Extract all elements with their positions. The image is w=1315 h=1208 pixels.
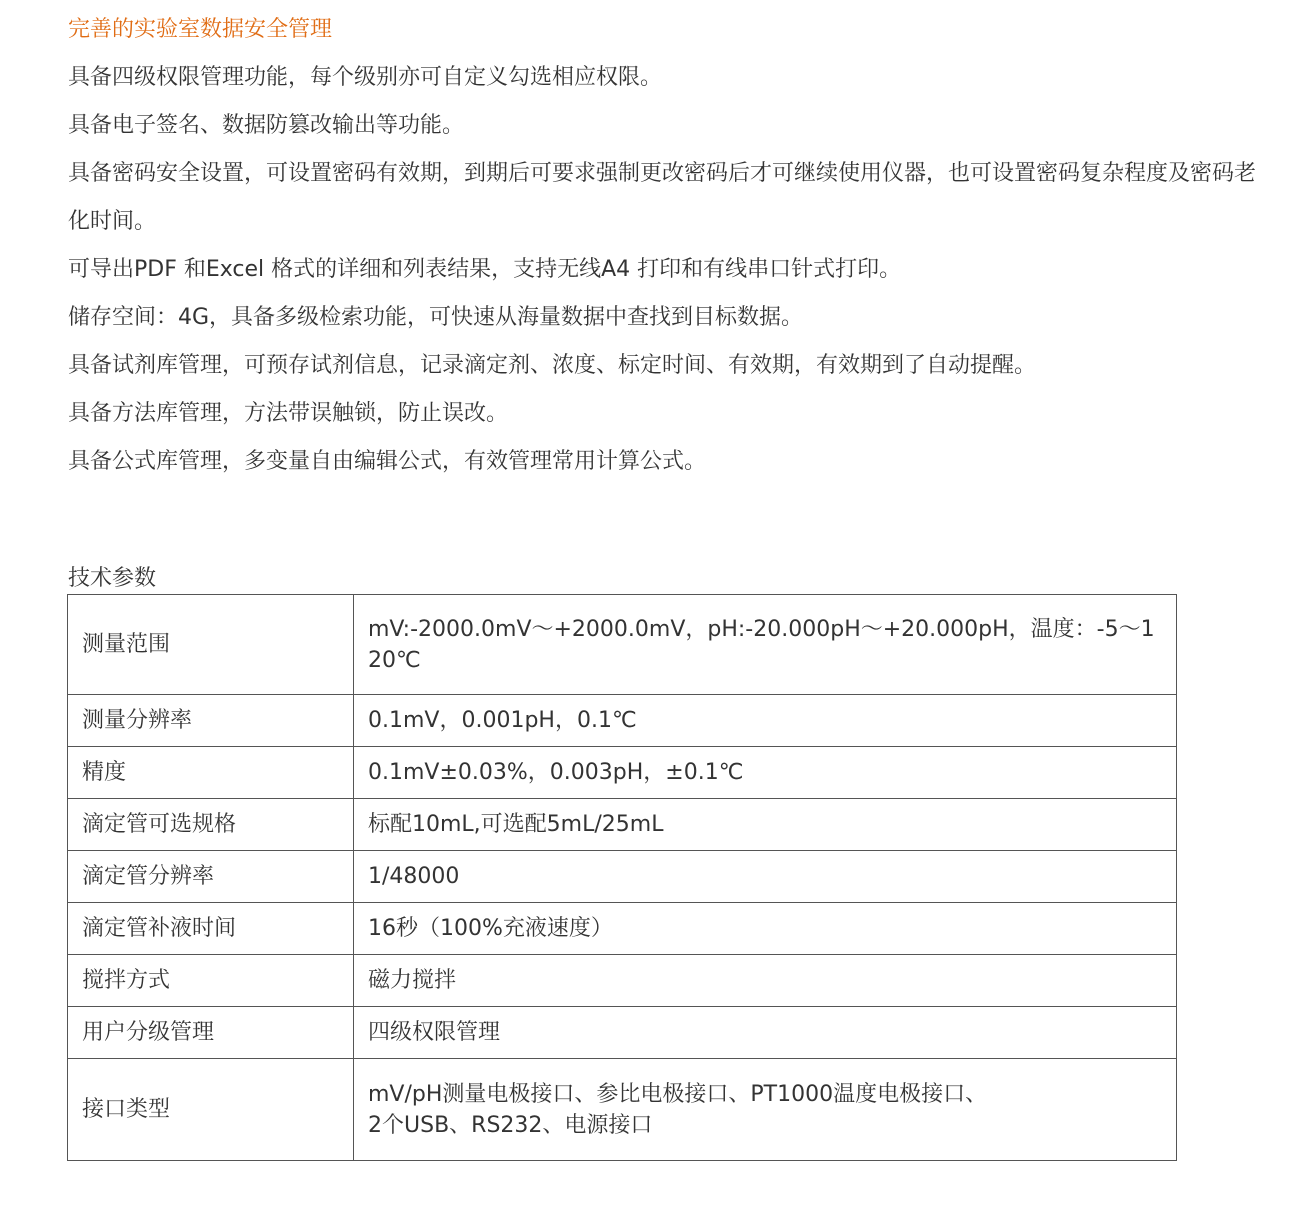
feature-item: 具备四级权限管理功能，每个级别亦可自定义勾选相应权限。 <box>68 65 663 90</box>
spec-key: 滴定管分辨率 <box>68 851 354 903</box>
table-row <box>68 903 1177 955</box>
spec-value: 0.1mV±0.03%，0.003pH，±0.1℃ <box>354 747 1177 799</box>
feature-list <box>68 54 1268 486</box>
spec-key: 滴定管补液时间 <box>68 903 354 955</box>
feature-item: 具备电子签名、数据防篡改输出等功能。 <box>68 113 465 138</box>
spec-key: 测量范围 <box>68 595 354 695</box>
spec-key: 滴定管可选规格 <box>68 799 354 851</box>
spec-table <box>67 594 1177 1161</box>
table-row <box>68 1007 1177 1059</box>
table-row <box>68 747 1177 799</box>
feature-item: 具备密码安全设置，可设置密码有效期，到期后可要求强制更改密码后才可继续使用仪器，也可设置密码复杂程度及密码老化时间。 <box>68 161 1257 234</box>
spec-value <box>354 1059 1177 1161</box>
spec-value: 0.1mV，0.001pH，0.1℃ <box>354 695 1177 747</box>
spec-key: 精度 <box>68 747 354 799</box>
table-row <box>68 1059 1177 1161</box>
table-row <box>68 595 1177 695</box>
spec-value-line: 2个USB、RS232、电源接口 <box>368 1112 653 1138</box>
spec-key: 搅拌方式 <box>68 955 354 1007</box>
spec-value: 标配10mL,可选配5mL/25mL <box>354 799 1177 851</box>
feature-item: 储存空间：4G，具备多级检索功能，可快速从海量数据中查找到目标数据。 <box>68 305 804 330</box>
feature-item: 具备公式库管理，多变量自由编辑公式，有效管理常用计算公式。 <box>68 449 707 474</box>
section-title: 完善的实验室数据安全管理 <box>68 17 333 42</box>
spec-value: mV:-2000.0mV～+2000.0mV，pH:-20.000pH～+20.000pH，温度：-5～120℃ <box>354 595 1177 695</box>
table-row <box>68 695 1177 747</box>
spec-key: 接口类型 <box>68 1059 354 1161</box>
spec-key: 用户分级管理 <box>68 1007 354 1059</box>
spec-value: 1/48000 <box>354 851 1177 903</box>
feature-item: 具备试剂库管理，可预存试剂信息，记录滴定剂、浓度、标定时间、有效期，有效期到了自动提醒。 <box>68 353 1037 378</box>
spec-value: 磁力搅拌 <box>354 955 1177 1007</box>
table-row <box>68 955 1177 1007</box>
feature-item: 可导出PDF 和Excel 格式的详细和列表结果，支持无线A4 打印和有线串口针式打印。 <box>68 257 902 282</box>
table-row <box>68 851 1177 903</box>
security-section <box>68 12 1268 486</box>
spec-value-line: mV/pH测量电极接口、参比电极接口、PT1000温度电极接口、 <box>368 1081 988 1107</box>
spec-title: 技术参数 <box>68 566 157 591</box>
table-row <box>68 799 1177 851</box>
feature-item: 具备方法库管理，方法带误触锁，防止误改。 <box>68 401 509 426</box>
spec-key: 测量分辨率 <box>68 695 354 747</box>
spec-value: 16秒（100%充液速度） <box>354 903 1177 955</box>
spec-value: 四级权限管理 <box>354 1007 1177 1059</box>
